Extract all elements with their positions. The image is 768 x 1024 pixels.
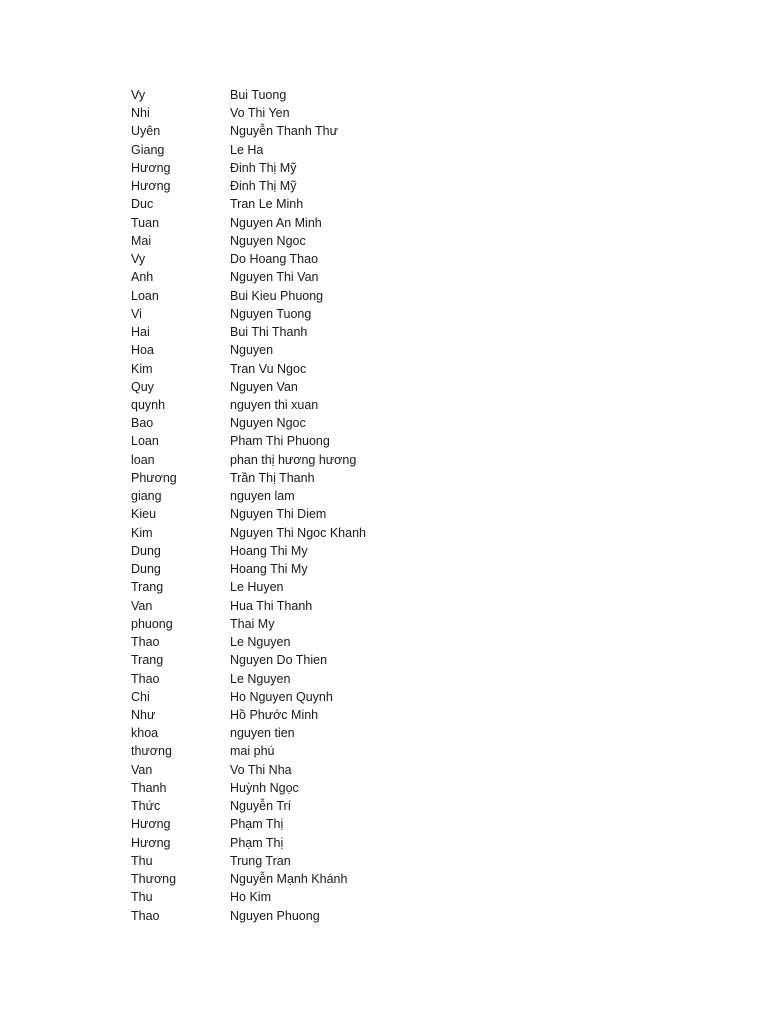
first-name-cell: Thao	[131, 671, 160, 686]
list-item	[131, 396, 451, 414]
list-item	[131, 122, 451, 140]
list-item	[131, 852, 451, 870]
last-name-cell: Đinh Thị Mỹ	[230, 179, 297, 194]
list-item	[131, 779, 451, 797]
list-item	[131, 870, 451, 888]
list-item	[131, 451, 451, 469]
first-name-cell: giang	[131, 489, 162, 504]
first-name-cell: Giang	[131, 142, 165, 157]
last-name-cell: Ho Nguyen Quynh	[230, 689, 333, 704]
first-name-cell: Trang	[131, 653, 164, 668]
list-item	[131, 487, 451, 505]
last-name-cell: Phạm Thị	[230, 817, 284, 832]
list-item	[131, 432, 451, 450]
list-item	[131, 907, 451, 925]
first-name-cell: Hương	[131, 160, 171, 175]
list-item	[131, 214, 451, 232]
list-item	[131, 378, 451, 396]
list-item	[131, 578, 451, 596]
first-name-cell: Nhi	[131, 106, 150, 121]
first-name-cell: Vy	[131, 252, 146, 267]
last-name-cell: Nguyen	[230, 343, 274, 358]
first-name-cell: Trang	[131, 580, 164, 595]
list-item	[131, 797, 451, 815]
last-name-cell: Tran Vu Ngoc	[230, 361, 307, 376]
last-name-cell: Bui Kieu Phuong	[230, 288, 324, 303]
first-name-cell: Thao	[131, 908, 160, 923]
last-name-cell: Nguyen Thi Diem	[230, 507, 327, 522]
list-item	[131, 560, 451, 578]
list-item	[131, 195, 451, 213]
list-item	[131, 651, 451, 669]
first-name-cell: Dung	[131, 543, 161, 558]
name-list	[131, 86, 451, 925]
last-name-cell: Hồ Phước Minh	[230, 707, 319, 722]
first-name-cell: Kim	[131, 361, 153, 376]
first-name-cell: Uyên	[131, 124, 161, 139]
last-name-cell: Nguyen Ngoc	[230, 416, 306, 431]
list-item	[131, 815, 451, 833]
first-name-cell: Loan	[131, 288, 159, 303]
first-name-cell: Tuan	[131, 215, 160, 230]
list-item	[131, 250, 451, 268]
list-item	[131, 724, 451, 742]
last-name-cell: Vo Thi Nha	[230, 762, 292, 777]
first-name-cell: Hương	[131, 817, 171, 832]
last-name-cell: Le Ha	[230, 142, 264, 157]
list-item	[131, 542, 451, 560]
list-item	[131, 177, 451, 195]
list-item	[131, 305, 451, 323]
first-name-cell: khoa	[131, 726, 159, 741]
list-item	[131, 505, 451, 523]
list-item	[131, 615, 451, 633]
first-name-cell: Thanh	[131, 780, 167, 795]
last-name-cell: Vo Thi Yen	[230, 106, 290, 121]
list-item	[131, 688, 451, 706]
last-name-cell: Nguyen Tuong	[230, 306, 312, 321]
last-name-cell: Huỳnh Ngọc	[230, 780, 299, 795]
first-name-cell: Như	[131, 707, 156, 722]
last-name-cell: Nguyen An Minh	[230, 215, 322, 230]
list-item	[131, 159, 451, 177]
list-item	[131, 888, 451, 906]
last-name-cell: Nguyễn Thanh Thư	[230, 124, 338, 139]
last-name-cell: Hua Thi Thanh	[230, 598, 313, 613]
first-name-cell: Loan	[131, 434, 159, 449]
last-name-cell: Ho Kim	[230, 890, 271, 905]
first-name-cell: Hoa	[131, 343, 154, 358]
list-item	[131, 633, 451, 651]
first-name-cell: Anh	[131, 270, 154, 285]
last-name-cell: Nguyen Van	[230, 379, 298, 394]
list-item	[131, 834, 451, 852]
first-name-cell: Phương	[131, 470, 177, 485]
last-name-cell: Nguyễn Trí	[230, 799, 292, 814]
first-name-cell: Dung	[131, 562, 161, 577]
list-item	[131, 323, 451, 341]
last-name-cell: Nguyen Thi Ngoc Khanh	[230, 525, 366, 540]
first-name-cell: Thao	[131, 635, 160, 650]
first-name-cell: Quy	[131, 379, 154, 394]
list-item	[131, 86, 451, 104]
last-name-cell: Le Huyen	[230, 580, 284, 595]
last-name-cell: Tran Le Minh	[230, 197, 304, 212]
list-item	[131, 706, 451, 724]
list-item	[131, 524, 451, 542]
list-item	[131, 360, 451, 378]
last-name-cell: Trần Thị Thanh	[230, 470, 315, 485]
first-name-cell: Hương	[131, 835, 171, 850]
first-name-cell: Thương	[131, 872, 177, 887]
last-name-cell: mai phú	[230, 744, 275, 759]
first-name-cell: phuong	[131, 616, 173, 631]
list-item	[131, 268, 451, 286]
list-item	[131, 104, 451, 122]
list-item	[131, 141, 451, 159]
last-name-cell: nguyen thi xuan	[230, 397, 319, 412]
last-name-cell: Bui Thi Thanh	[230, 325, 308, 340]
list-item	[131, 341, 451, 359]
first-name-cell: Van	[131, 598, 153, 613]
list-item	[131, 761, 451, 779]
last-name-cell: Hoang Thi My	[230, 562, 308, 577]
last-name-cell: Nguyen Ngoc	[230, 233, 306, 248]
list-item	[131, 287, 451, 305]
last-name-cell: Le Nguyen	[230, 635, 291, 650]
first-name-cell: Thu	[131, 853, 153, 868]
last-name-cell: Thai My	[230, 616, 275, 631]
last-name-cell: Nguyễn Mạnh Khánh	[230, 872, 348, 887]
list-item	[131, 469, 451, 487]
list-item	[131, 742, 451, 760]
first-name-cell: Kim	[131, 525, 153, 540]
first-name-cell: Bao	[131, 416, 154, 431]
list-item	[131, 597, 451, 615]
first-name-cell: Hai	[131, 325, 150, 340]
last-name-cell: Le Nguyen	[230, 671, 291, 686]
last-name-cell: Đinh Thị Mỹ	[230, 160, 297, 175]
last-name-cell: Nguyen Do Thien	[230, 653, 328, 668]
first-name-cell: Mai	[131, 233, 152, 248]
last-name-cell: Phạm Thị	[230, 835, 284, 850]
list-item	[131, 670, 451, 688]
last-name-cell: Nguyen Phuong	[230, 908, 320, 923]
first-name-cell: thương	[131, 744, 172, 759]
last-name-cell: Nguyen Thi Van	[230, 270, 319, 285]
first-name-cell: Thức	[131, 799, 161, 814]
first-name-cell: Chi	[131, 689, 150, 704]
first-name-cell: Vy	[131, 88, 146, 102]
first-name-cell: Thu	[131, 890, 153, 905]
last-name-cell: phan thị hương hương	[230, 452, 357, 467]
first-name-cell: Duc	[131, 197, 154, 212]
first-name-cell: Hương	[131, 179, 171, 194]
last-name-cell: Do Hoang Thao	[230, 252, 319, 267]
first-name-cell: Kieu	[131, 507, 157, 522]
first-name-cell: Van	[131, 762, 153, 777]
last-name-cell: Pham Thi Phuong	[230, 434, 330, 449]
last-name-cell: Hoang Thi My	[230, 543, 308, 558]
last-name-cell: Bui Tuong	[230, 88, 287, 102]
list-item	[131, 414, 451, 432]
last-name-cell: nguyen lam	[230, 489, 295, 504]
first-name-cell: Vi	[131, 306, 142, 321]
first-name-cell: quynh	[131, 397, 166, 412]
list-item	[131, 232, 451, 250]
first-name-cell: loan	[131, 452, 155, 467]
last-name-cell: Trung Tran	[230, 853, 291, 868]
last-name-cell: nguyen tien	[230, 726, 295, 741]
